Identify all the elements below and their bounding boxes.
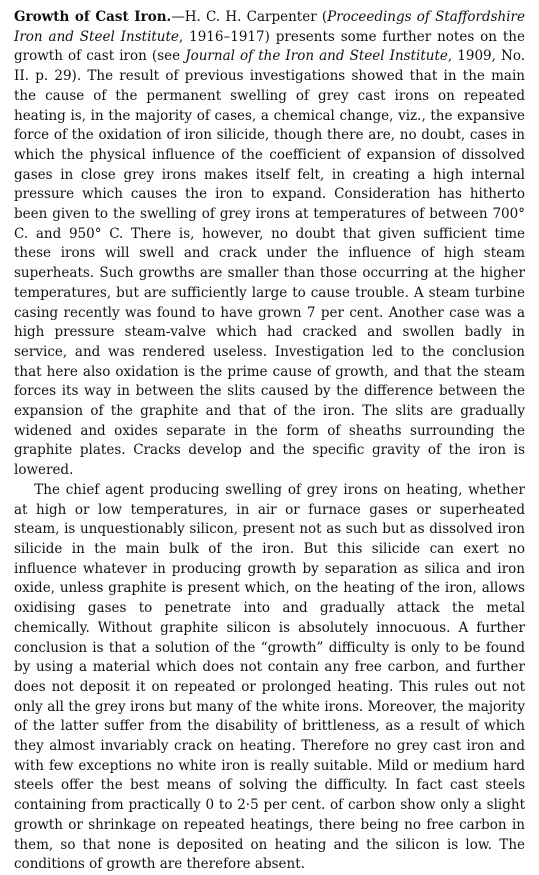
paragraph-1: [14, 8, 525, 481]
article-heading: Growth of Cast Iron.: [14, 9, 172, 25]
journal-citation: Journal of the Iron and Steel Institute: [185, 48, 448, 65]
paragraph-2: The chief agent producing swelling of grey irons on heating, whether at high or low temperatures, in air or furnace gases or superheated steam, is unquestionably silicon, present not as such but as dissolved iron silicide in the main bulk of the iron. But this silicide can exert no influence whatever in producing growth by separation as silica and iron oxide, unless graphite is present which, on the heating of the iron, allows oxidising gases to penetrate into and gradually attack the metal chemically. Without graphite silicon is absolutely innocuous. A further conclusion is that a solution of the “growth” difficulty is only to be found by using a material which does not contain any free carbon, and further does not deposit it on repeated or prolonged heating. This rules out not only all the grey irons but many of the white irons. Moreover, the majority of the latter suffer from the disability of brittleness, as a result of which they almost invariably crack on heating. Therefore no grey cast iron and with few exceptions no white iron is really suitable. Mild or medium hard steels offer the best means of solving the difficulty. In fact cast steels containing from practically 0 to 2·5 per cent. of carbon show only a slight growth or shrinkage on repeated heatings, there being no free carbon in them, so that none is deposited on heating and the silicon is low. The conditions of growth are therefore absent.: [14, 481, 525, 873]
source-citation: Proceedings of Staffordshire Iron and Steel Institute: [14, 9, 525, 45]
paragraph-1-text-b: , 1916–1917) presents some further notes on the growth of cast iron (see: [14, 28, 525, 65]
paragraph-1-text-c: , 1909, No. II. p. 29). The result of previous investigations showed that in the main the cause of the permanent swelling of grey cast irons on repeated heating is, in the majority of cases, a chemical change, viz., the expansive force of the oxidation of iron silicide, though there are, no doubt, cases in which the physical influence of the coefficient of expansion of dissolved gases in close grey irons makes itself felt, in creating a high internal pressure which causes the iron to expand. Consideration has hitherto been given to the swelling of grey irons at temperatures of between 700° C. and 950° C. There is, however, no doubt that given sufficient time these irons will swell and crack under the influence of high steam superheats. Such growths are smaller than those occurring at the higher temperatures, but are sufficiently large to cause trouble. A steam turbine casing recently was found to have grown 7 per cent. Another case was a high pressure steam-valve which had cracked and swollen badly in service, and was rendered useless. Investigation led to the conclusion that here also oxidation is the prime cause of growth, and that the steam forces its way in between the slits caused by the difference between the expansion of the graphite and that of the iron. The slits are gradually widened and oxides separate in the form of sheaths surrounding the graphite plates. Cracks develop and the specific gravity of the iron is lowered.: [14, 48, 525, 479]
paragraph-1-text-a: —H. C. H. Carpenter (: [171, 9, 328, 25]
